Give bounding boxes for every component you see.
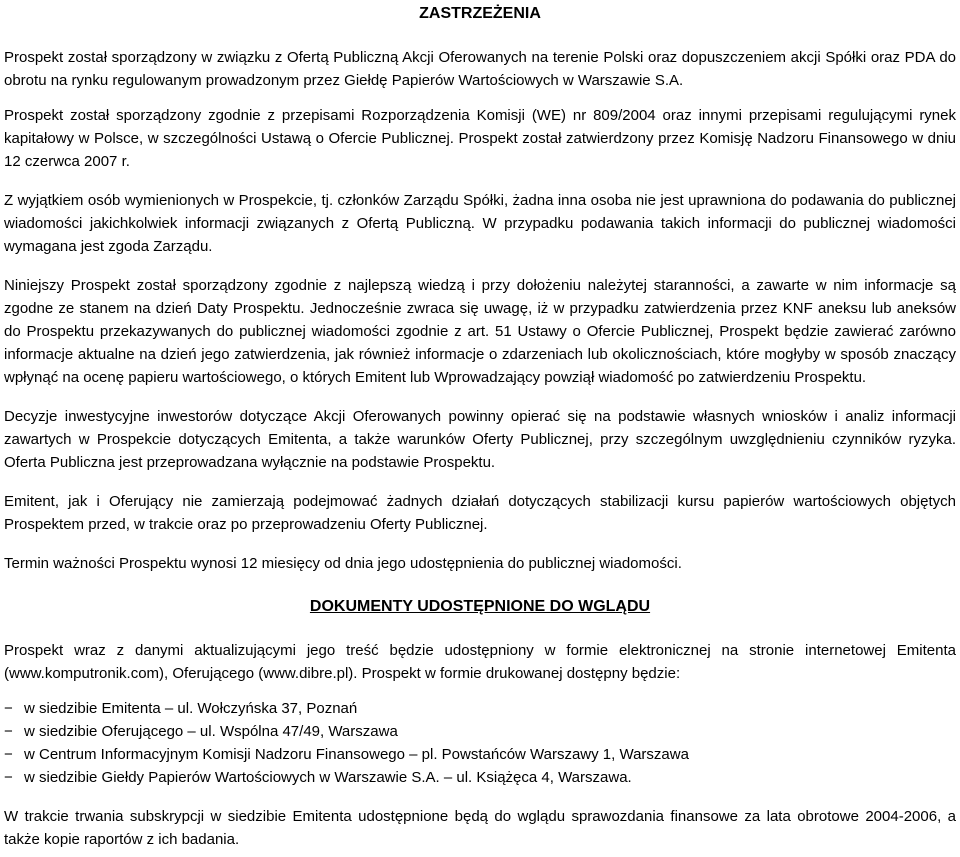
paragraph-availability: Prospekt wraz z danymi aktualizującymi jego treść będzie udostępniony w formie elektronicznej na stronie internetowej Emitenta (www.komputronik.com), Oferującego (www.dibre.pl). Prospekt w formie drukowanej dostępny będzie: [4, 642, 956, 682]
list-item [4, 697, 956, 720]
location-text: w Centrum Informacyjnym Komisji Nadzoru Finansowego – pl. Powstańców Warszawy 1, Warszawa [24, 746, 689, 763]
location-text: w siedzibie Emitenta – ul. Wołczyńska 37, Poznań [24, 700, 358, 717]
dash-bullet-icon: − [4, 700, 13, 717]
section-title-documents: DOKUMENTY UDOSTĘPNIONE DO WGLĄDU [309, 598, 651, 615]
paragraph-financial-statements: W trakcie trwania subskrypcji w siedzibie Emitenta udostępnione będą do wglądu sprawozdania finansowe za lata obrotowe 2004-2006, a także kopie raportów z ich badania. [4, 808, 956, 848]
section-title-disclaimers: ZASTRZEŻENIA [419, 5, 541, 22]
list-item [4, 743, 956, 766]
paragraph-legal-basis: Prospekt został sporządzony zgodnie z przepisami Rozporządzenia Komisji (WE) nr 809/2004 oraz innymi przepisami regulującymi rynek kapitałowy w Polsce, w szczególności Ustawą o Ofercie Publicznej. Prospekt został zatwierdzony przez Komisję Nadzoru Finansowego w dniu 12 czerwca 2007 r. [4, 107, 956, 170]
paragraph-stabilization: Emitent, jak i Oferujący nie zamierzają podejmować żadnych działań dotyczących stabilizacji kursu papierów wartościowych objętych Prospektem przed, w trakcie oraz po przeprowadzeniu Oferty Publicznej. [4, 493, 956, 533]
location-text: w siedzibie Giełdy Papierów Wartościowych w Warszawie S.A. – ul. Książęca 4, Warszawa. [24, 769, 632, 786]
location-list [4, 697, 956, 789]
paragraph-validity: Termin ważności Prospektu wynosi 12 miesięcy od dnia jego udostępnienia do publicznej wiadomości. [4, 555, 682, 572]
dash-bullet-icon: − [4, 769, 13, 786]
dash-bullet-icon: − [4, 723, 13, 740]
paragraph-authorized-persons: Z wyjątkiem osób wymienionych w Prospekcie, tj. członków Zarządu Spółki, żadna inna osoba nie jest uprawniona do podawania do publicznej wiadomości jakichkolwiek informacji związanych z Ofertą Publiczną. W przypadku podawania takich informacji do publicznej wiadomości wymagana jest zgoda Zarządu. [4, 192, 956, 255]
list-item [4, 720, 956, 743]
location-text: w siedzibie Oferującego – ul. Wspólna 47/49, Warszawa [24, 723, 398, 740]
paragraph-offer-scope: Prospekt został sporządzony w związku z Ofertą Publiczną Akcji Oferowanych na terenie Polski oraz dopuszczeniem akcji Spółki oraz PDA do obrotu na rynku regulowanym prowadzonym przez Giełdę Papierów Wartościowych w Warszawie S.A. [4, 49, 956, 89]
list-item [4, 766, 956, 789]
paragraph-investment-decisions: Decyzje inwestycyjne inwestorów dotyczące Akcji Oferowanych powinny opierać się na podstawie własnych wniosków i analiz informacji zawartych w Prospekcie dotyczących Emitenta, a także warunków Oferty Publicznej, przy szczególnym uwzględnieniu czynników ryzyka. Oferta Publiczna jest przeprowadzana wyłącznie na podstawie Prospektu. [4, 408, 956, 471]
dash-bullet-icon: − [4, 746, 13, 763]
paragraph-accuracy: Niniejszy Prospekt został sporządzony zgodnie z najlepszą wiedzą i przy dołożeniu należytej staranności, a zawarte w nim informacje są zgodne ze stanem na dzień Daty Prospektu. Jednocześnie zwraca się uwagę, iż w przypadku zatwierdzenia przez KNF aneksu lub aneksów do Prospektu przekazywanych do publicznej wiadomości zgodnie z art. 51 Ustawy o Ofercie Publicznej, Prospekt będzie zawierać zarówno informacje aktualne na dzień jego zatwierdzenia, jak również informacje o zdarzeniach lub okolicznościach, które mogłyby w sposób znaczący wpłynąć na ocenę papieru wartościowego, o których Emitent lub Wprowadzający powziął wiadomość po zatwierdzeniu Prospektu. [4, 277, 956, 386]
